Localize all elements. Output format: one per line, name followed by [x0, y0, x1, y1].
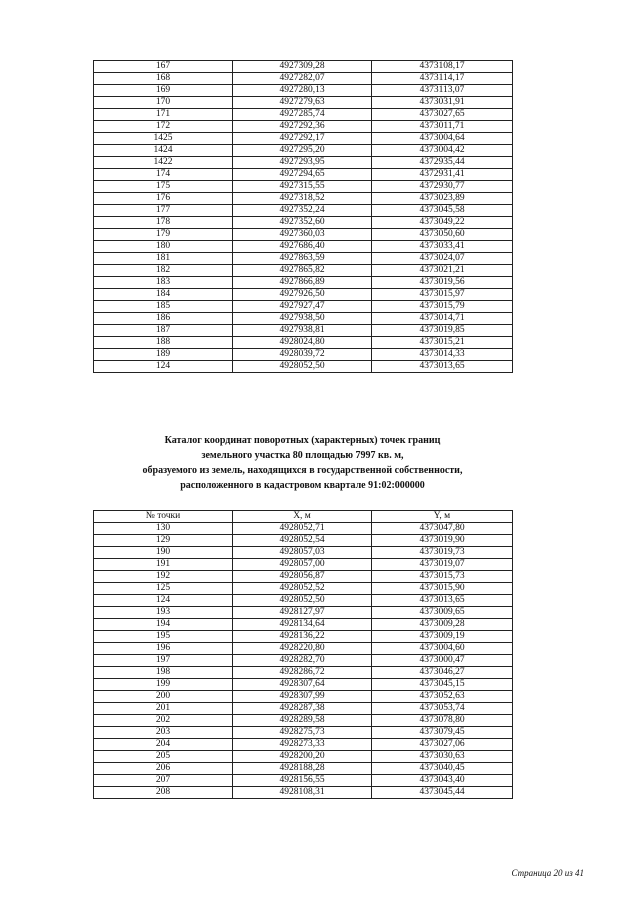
table-row [94, 97, 513, 109]
x-coordinate-cell: 4928282,70 [233, 655, 372, 667]
y-coordinate-cell: 4373045,44 [372, 787, 513, 799]
x-coordinate-cell: 4928024,80 [233, 337, 372, 349]
point-number-cell: 177 [94, 205, 233, 217]
point-number-cell: 129 [94, 535, 233, 547]
x-coordinate-cell: 4927686,40 [233, 241, 372, 253]
y-coordinate-cell: 4372930,77 [372, 181, 513, 193]
x-coordinate-cell: 4927292,17 [233, 133, 372, 145]
x-coordinate-cell: 4928052,71 [233, 523, 372, 535]
x-coordinate-cell: 4928127,97 [233, 607, 372, 619]
x-coordinate-cell: 4928307,99 [233, 691, 372, 703]
x-coordinate-cell: 4928273,33 [233, 739, 372, 751]
table-row [94, 157, 513, 169]
x-coordinate-cell: 4928134,64 [233, 619, 372, 631]
table-row [94, 253, 513, 265]
table-row [94, 691, 513, 703]
y-coordinate-cell: 4373004,60 [372, 643, 513, 655]
x-coordinate-cell: 4927352,24 [233, 205, 372, 217]
table-row [94, 121, 513, 133]
table-row [94, 325, 513, 337]
table-row [94, 73, 513, 85]
catalog-heading [93, 433, 512, 493]
table-row [94, 715, 513, 727]
point-number-cell: 192 [94, 571, 233, 583]
x-coordinate-cell: 4928220,80 [233, 643, 372, 655]
y-coordinate-cell: 4373009,28 [372, 619, 513, 631]
point-number-cell: 206 [94, 763, 233, 775]
table-row [94, 607, 513, 619]
x-coordinate-cell: 4928286,72 [233, 667, 372, 679]
column-header-y: Y, м [372, 511, 513, 523]
table-row [94, 727, 513, 739]
table-row [94, 289, 513, 301]
table-row [94, 193, 513, 205]
x-coordinate-cell: 4927865,82 [233, 265, 372, 277]
x-coordinate-cell: 4927352,60 [233, 217, 372, 229]
page-number: Страница 20 из 41 [511, 868, 584, 878]
table-row [94, 787, 513, 799]
table-row [94, 679, 513, 691]
table-row [94, 301, 513, 313]
x-coordinate-cell: 4928057,03 [233, 547, 372, 559]
y-coordinate-cell: 4373031,91 [372, 97, 513, 109]
x-coordinate-cell: 4928057,00 [233, 559, 372, 571]
table-row [94, 547, 513, 559]
y-coordinate-cell: 4373079,45 [372, 727, 513, 739]
table-row [94, 181, 513, 193]
y-coordinate-cell: 4373015,90 [372, 583, 513, 595]
table-row [94, 739, 513, 751]
x-coordinate-cell: 4928052,54 [233, 535, 372, 547]
table-row [94, 229, 513, 241]
point-number-cell: 130 [94, 523, 233, 535]
point-number-cell: 208 [94, 787, 233, 799]
table-row [94, 631, 513, 643]
y-coordinate-cell: 4373023,89 [372, 193, 513, 205]
x-coordinate-cell: 4928056,87 [233, 571, 372, 583]
y-coordinate-cell: 4373108,17 [372, 61, 513, 73]
table-row [94, 109, 513, 121]
point-number-cell: 188 [94, 337, 233, 349]
point-number-cell: 125 [94, 583, 233, 595]
table-row [94, 361, 513, 373]
point-number-cell: 167 [94, 61, 233, 73]
table-row [94, 205, 513, 217]
y-coordinate-cell: 4373015,97 [372, 289, 513, 301]
table-row [94, 277, 513, 289]
x-coordinate-cell: 4927938,50 [233, 313, 372, 325]
heading-line: Каталог координат поворотных (характерных) точек границ [164, 435, 441, 446]
y-coordinate-cell: 4373014,33 [372, 349, 513, 361]
table-row [94, 643, 513, 655]
table-row [94, 535, 513, 547]
y-coordinate-cell: 4373050,60 [372, 229, 513, 241]
y-coordinate-cell: 4372931,41 [372, 169, 513, 181]
point-number-cell: 179 [94, 229, 233, 241]
x-coordinate-cell: 4928136,22 [233, 631, 372, 643]
y-coordinate-cell: 4373015,79 [372, 301, 513, 313]
point-number-cell: 124 [94, 361, 233, 373]
y-coordinate-cell: 4373043,40 [372, 775, 513, 787]
point-number-cell: 205 [94, 751, 233, 763]
point-number-cell: 1422 [94, 157, 233, 169]
table-row [94, 85, 513, 97]
table-row [94, 751, 513, 763]
y-coordinate-cell: 4373045,15 [372, 679, 513, 691]
table-row [94, 619, 513, 631]
y-coordinate-cell: 4373013,65 [372, 361, 513, 373]
y-coordinate-cell: 4373078,80 [372, 715, 513, 727]
table-row [94, 523, 513, 535]
point-number-cell: 182 [94, 265, 233, 277]
table-row [94, 763, 513, 775]
heading-line: расположенного в кадастровом квартале 91:02:000000 [180, 480, 425, 491]
table-header-row [94, 511, 513, 523]
x-coordinate-cell: 4927318,52 [233, 193, 372, 205]
table-row [94, 337, 513, 349]
y-coordinate-cell: 4373015,21 [372, 337, 513, 349]
x-coordinate-cell: 4927309,28 [233, 61, 372, 73]
x-coordinate-cell: 4927938,81 [233, 325, 372, 337]
y-coordinate-cell: 4373024,07 [372, 253, 513, 265]
point-number-cell: 204 [94, 739, 233, 751]
point-number-cell: 178 [94, 217, 233, 229]
table-row [94, 595, 513, 607]
heading-line: земельного участка 80 площадью 7997 кв. м, [201, 450, 404, 461]
point-number-cell: 1425 [94, 133, 233, 145]
y-coordinate-cell: 4373019,07 [372, 559, 513, 571]
table-row [94, 583, 513, 595]
x-coordinate-cell: 4928052,50 [233, 361, 372, 373]
y-coordinate-cell: 4373033,41 [372, 241, 513, 253]
column-header-point: № точки [94, 511, 233, 523]
x-coordinate-cell: 4928275,73 [233, 727, 372, 739]
column-header-x: X, м [233, 511, 372, 523]
point-number-cell: 196 [94, 643, 233, 655]
point-number-cell: 184 [94, 289, 233, 301]
y-coordinate-cell: 4373047,80 [372, 523, 513, 535]
table-row [94, 655, 513, 667]
x-coordinate-cell: 4927293,95 [233, 157, 372, 169]
y-coordinate-cell: 4373113,07 [372, 85, 513, 97]
coordinates-table-continued [93, 60, 513, 373]
point-number-cell: 174 [94, 169, 233, 181]
y-coordinate-cell: 4373021,21 [372, 265, 513, 277]
y-coordinate-cell: 4373014,71 [372, 313, 513, 325]
point-number-cell: 194 [94, 619, 233, 631]
table-row [94, 217, 513, 229]
table-row [94, 667, 513, 679]
point-number-cell: 170 [94, 97, 233, 109]
y-coordinate-cell: 4373004,64 [372, 133, 513, 145]
table-row [94, 571, 513, 583]
y-coordinate-cell: 4373030,63 [372, 751, 513, 763]
x-coordinate-cell: 4927280,13 [233, 85, 372, 97]
x-coordinate-cell: 4927866,89 [233, 277, 372, 289]
x-coordinate-cell: 4927927,47 [233, 301, 372, 313]
x-coordinate-cell: 4927926,50 [233, 289, 372, 301]
x-coordinate-cell: 4928200,20 [233, 751, 372, 763]
point-number-cell: 183 [94, 277, 233, 289]
y-coordinate-cell: 4373013,65 [372, 595, 513, 607]
point-number-cell: 1424 [94, 145, 233, 157]
x-coordinate-cell: 4928188,28 [233, 763, 372, 775]
point-number-cell: 190 [94, 547, 233, 559]
table-row [94, 169, 513, 181]
y-coordinate-cell: 4373040,45 [372, 763, 513, 775]
point-number-cell: 200 [94, 691, 233, 703]
y-coordinate-cell: 4373019,90 [372, 535, 513, 547]
point-number-cell: 198 [94, 667, 233, 679]
heading-line: образуемого из земель, находящихся в государственной собственности, [142, 465, 463, 476]
x-coordinate-cell: 4927295,20 [233, 145, 372, 157]
point-number-cell: 191 [94, 559, 233, 571]
x-coordinate-cell: 4928052,52 [233, 583, 372, 595]
y-coordinate-cell: 4373000,47 [372, 655, 513, 667]
y-coordinate-cell: 4373027,65 [372, 109, 513, 121]
table-row [94, 559, 513, 571]
x-coordinate-cell: 4928156,55 [233, 775, 372, 787]
point-number-cell: 202 [94, 715, 233, 727]
table-row [94, 133, 513, 145]
point-number-cell: 176 [94, 193, 233, 205]
table-row [94, 241, 513, 253]
table-row [94, 775, 513, 787]
y-coordinate-cell: 4373019,73 [372, 547, 513, 559]
point-number-cell: 180 [94, 241, 233, 253]
x-coordinate-cell: 4928287,38 [233, 703, 372, 715]
y-coordinate-cell: 4373019,56 [372, 277, 513, 289]
point-number-cell: 193 [94, 607, 233, 619]
x-coordinate-cell: 4927315,55 [233, 181, 372, 193]
y-coordinate-cell: 4373011,71 [372, 121, 513, 133]
x-coordinate-cell: 4927279,63 [233, 97, 372, 109]
x-coordinate-cell: 4928289,58 [233, 715, 372, 727]
point-number-cell: 189 [94, 349, 233, 361]
point-number-cell: 175 [94, 181, 233, 193]
coordinates-table-body [94, 523, 513, 799]
y-coordinate-cell: 4373019,85 [372, 325, 513, 337]
table-row [94, 265, 513, 277]
y-coordinate-cell: 4372935,44 [372, 157, 513, 169]
x-coordinate-cell: 4928039,72 [233, 349, 372, 361]
coordinates-table-land-plot-80 [93, 510, 513, 799]
y-coordinate-cell: 4373049,22 [372, 217, 513, 229]
x-coordinate-cell: 4927863,59 [233, 253, 372, 265]
y-coordinate-cell: 4373015,73 [372, 571, 513, 583]
point-number-cell: 195 [94, 631, 233, 643]
table-row [94, 313, 513, 325]
table-row [94, 61, 513, 73]
coordinates-table-body [94, 61, 513, 373]
table-row [94, 703, 513, 715]
point-number-cell: 199 [94, 679, 233, 691]
x-coordinate-cell: 4927282,07 [233, 73, 372, 85]
point-number-cell: 203 [94, 727, 233, 739]
x-coordinate-cell: 4928307,64 [233, 679, 372, 691]
point-number-cell: 201 [94, 703, 233, 715]
point-number-cell: 168 [94, 73, 233, 85]
point-number-cell: 186 [94, 313, 233, 325]
point-number-cell: 181 [94, 253, 233, 265]
point-number-cell: 187 [94, 325, 233, 337]
point-number-cell: 171 [94, 109, 233, 121]
table-row [94, 349, 513, 361]
x-coordinate-cell: 4927292,36 [233, 121, 372, 133]
x-coordinate-cell: 4927285,74 [233, 109, 372, 121]
point-number-cell: 185 [94, 301, 233, 313]
y-coordinate-cell: 4373052,63 [372, 691, 513, 703]
point-number-cell: 197 [94, 655, 233, 667]
x-coordinate-cell: 4927360,03 [233, 229, 372, 241]
point-number-cell: 207 [94, 775, 233, 787]
y-coordinate-cell: 4373009,65 [372, 607, 513, 619]
y-coordinate-cell: 4373009,19 [372, 631, 513, 643]
y-coordinate-cell: 4373046,27 [372, 667, 513, 679]
x-coordinate-cell: 4927294,65 [233, 169, 372, 181]
y-coordinate-cell: 4373027,06 [372, 739, 513, 751]
y-coordinate-cell: 4373004,42 [372, 145, 513, 157]
point-number-cell: 172 [94, 121, 233, 133]
x-coordinate-cell: 4928108,31 [233, 787, 372, 799]
x-coordinate-cell: 4928052,50 [233, 595, 372, 607]
table-row [94, 145, 513, 157]
y-coordinate-cell: 4373053,74 [372, 703, 513, 715]
point-number-cell: 124 [94, 595, 233, 607]
y-coordinate-cell: 4373045,58 [372, 205, 513, 217]
y-coordinate-cell: 4373114,17 [372, 73, 513, 85]
point-number-cell: 169 [94, 85, 233, 97]
